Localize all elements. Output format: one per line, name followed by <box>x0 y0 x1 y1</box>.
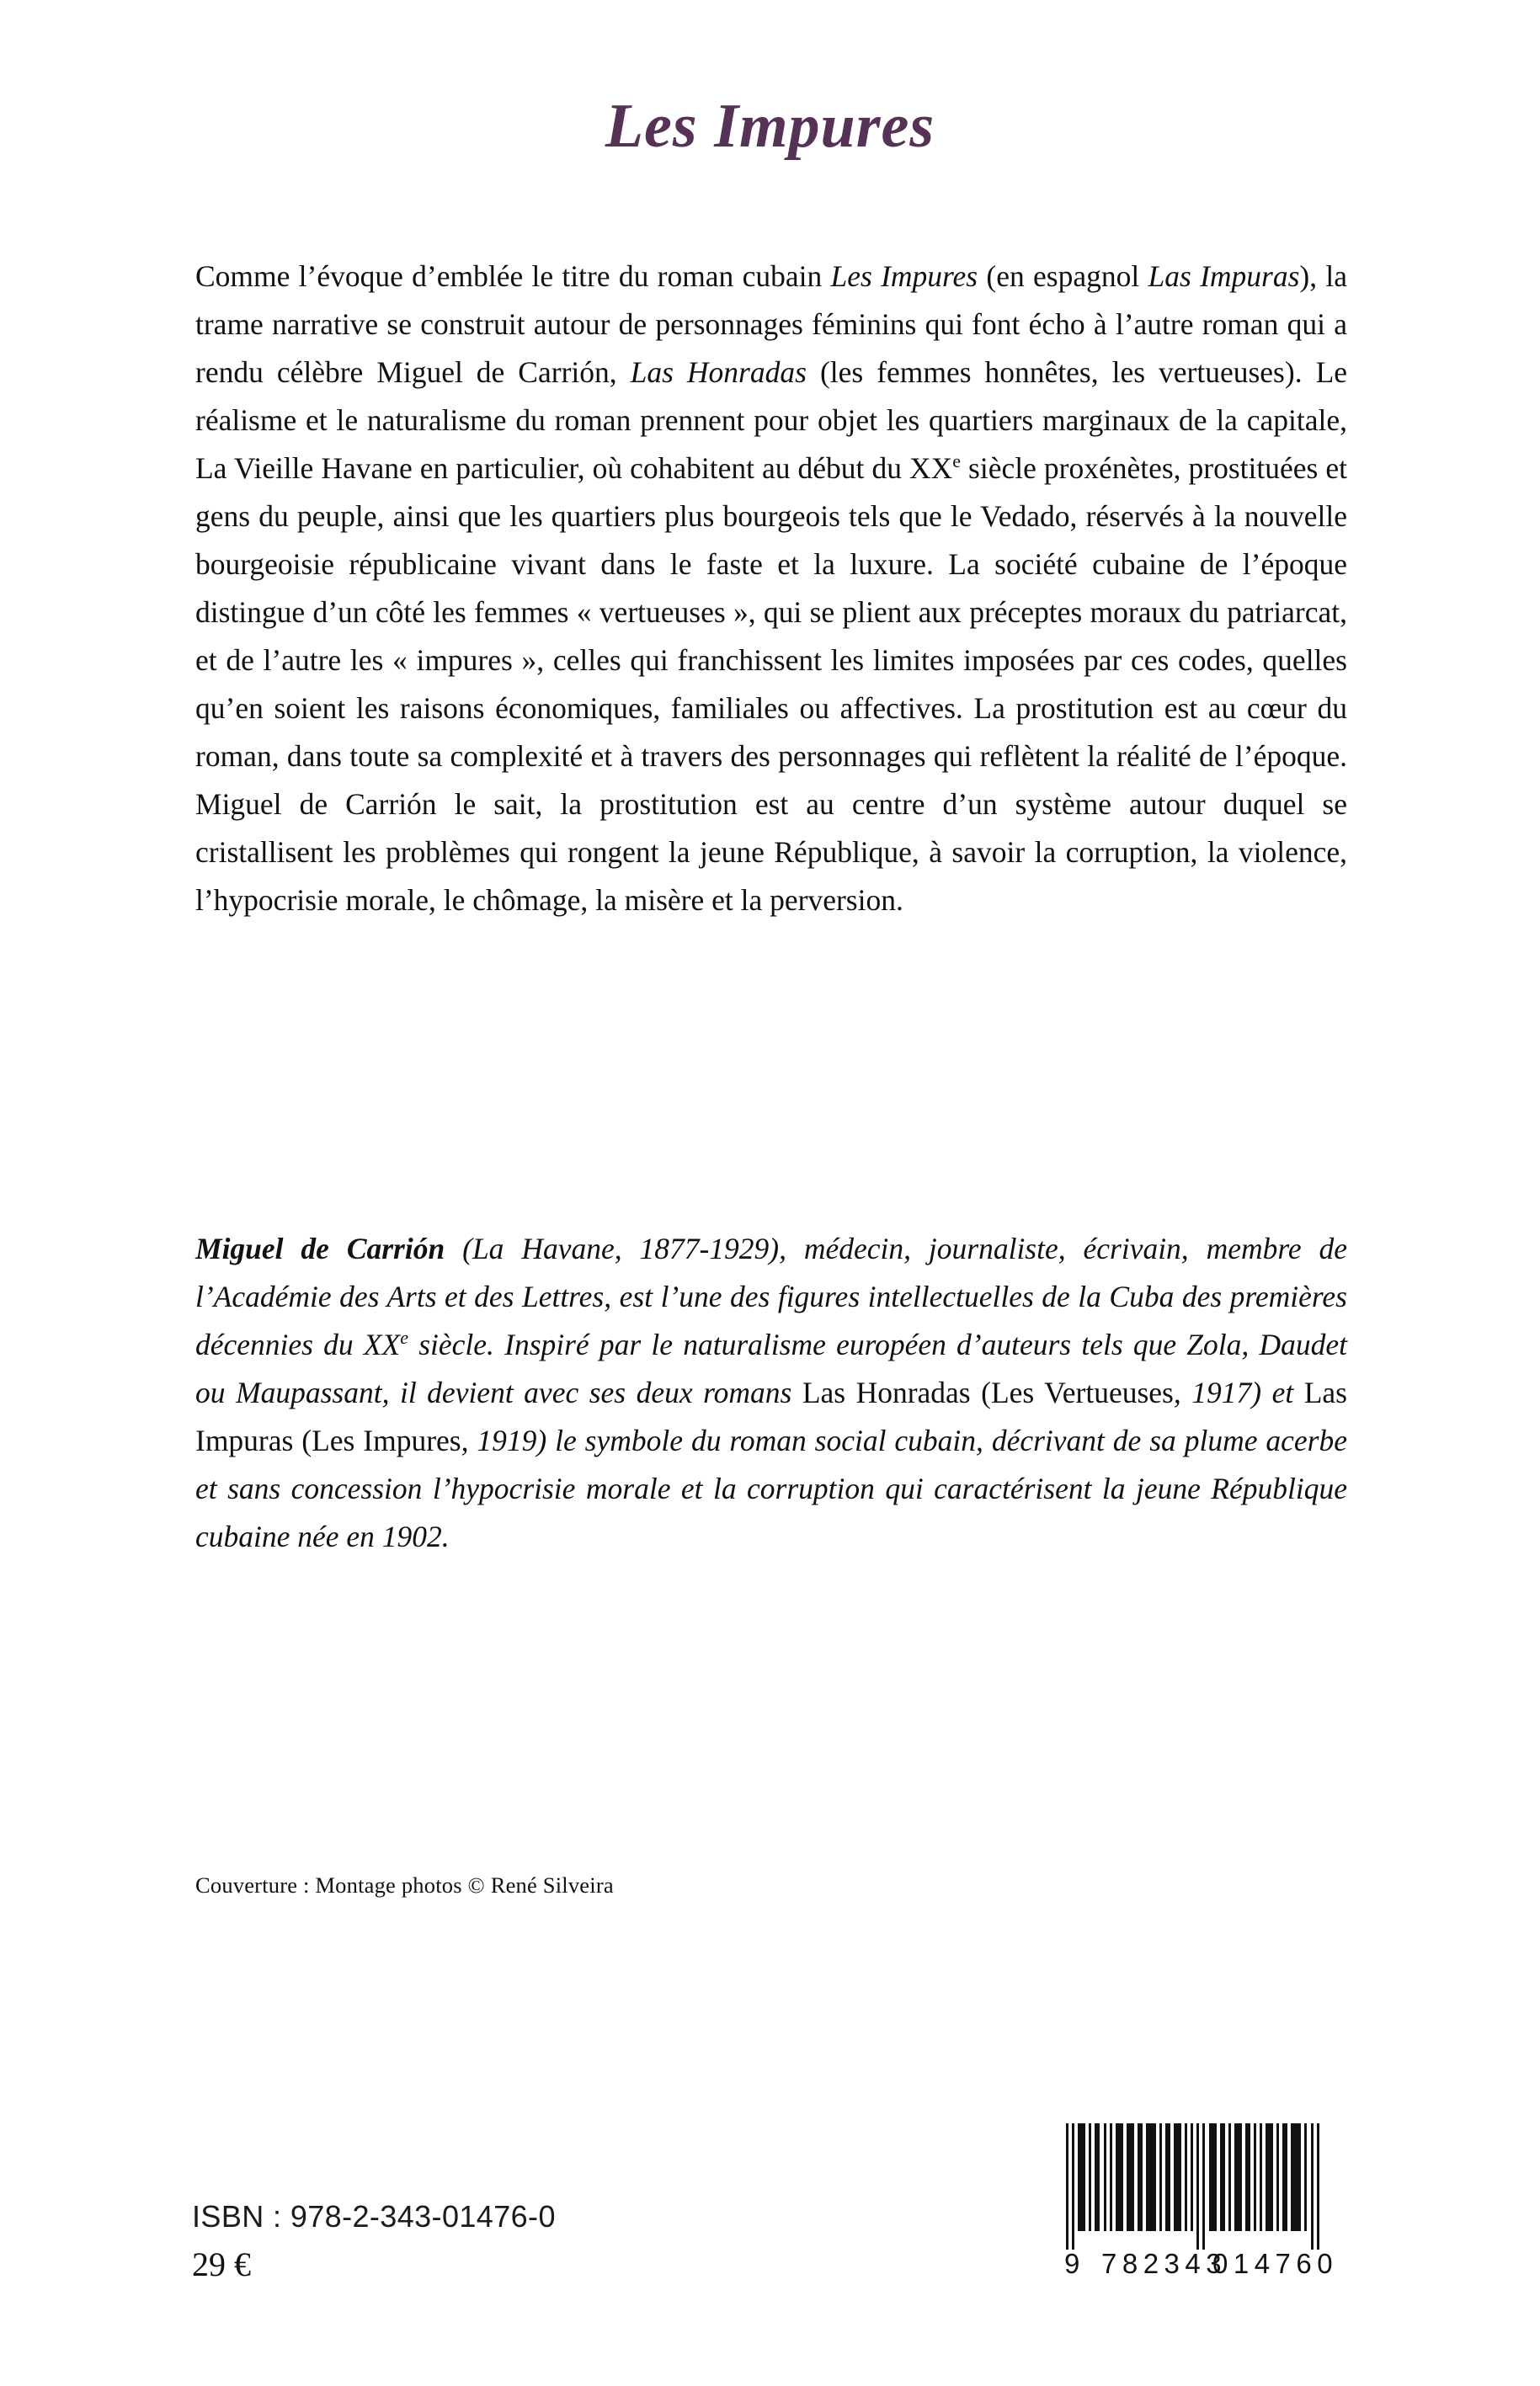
barcode-lead-digit: 9 <box>1064 2248 1081 2279</box>
price-text: 29 € <box>192 2245 251 2283</box>
isbn-price-block <box>192 2199 781 2284</box>
synopsis-text-d: (les femmes honnêtes, les vertueuses). Le réalisme et le naturalisme du roman prennent pour objet les quartiers marginaux de la capitale, La Vieille Havane en particulier, où cohabitent au début du XX <box>195 355 1348 485</box>
bio-text-b: siècle. Inspiré par le naturalisme européen d’auteurs tels que Zola, Daudet ou Maupassant, il devient avec ses deux romans <box>195 1328 1348 1409</box>
synopsis-title-las-impuras: Las Impuras <box>1148 259 1300 293</box>
synopsis-text-b: (en espagnol <box>978 259 1148 293</box>
ordinal-suffix-icon: e <box>400 1327 409 1349</box>
bio-text-d: , 1919) le symbole du roman social cubain, décrivant de sa plume acerbe et sans concession l’hypocrisie morale et la corruption qui caractérisent la jeune République cubaine née en 1902. <box>195 1424 1347 1553</box>
barcode-bars-icon <box>1063 2123 1332 2250</box>
synopsis-title-les-impures: Les Impures <box>830 259 978 293</box>
bio-text-c: , 1917) et <box>1173 1376 1304 1409</box>
cover-credit: Couverture : Montage photos © René Silveira <box>195 1872 614 1898</box>
synopsis-text-c: ), la trame narrative se construit autour de personnages féminins qui font écho à l’autre roman qui a rendu célèbre Miguel de Carrión, <box>195 259 1348 389</box>
ordinal-suffix-icon: e <box>952 450 962 472</box>
ean13-barcode <box>1063 2123 1339 2280</box>
synopsis-title-las-honradas: Las Honradas <box>630 355 807 389</box>
bio-work-las-honradas: Las Honradas (Les Vertueuses <box>802 1376 1174 1409</box>
barcode-right-group: 014760 <box>1212 2248 1339 2279</box>
page-title: Les Impures <box>605 92 935 161</box>
synopsis-paragraph <box>195 253 1347 924</box>
barcode-digits <box>1063 2248 1339 2280</box>
barcode-left-group: 782343 <box>1101 2248 1228 2279</box>
synopsis-text-a: Comme l’évoque d’emblée le titre du roman cubain <box>195 259 831 293</box>
isbn-text: ISBN : 978-2-343-01476-0 <box>192 2199 556 2234</box>
bio-work-las-impuras: Las Impuras (Les Impures <box>195 1376 1347 1457</box>
author-bio-paragraph <box>195 1225 1347 1561</box>
synopsis-text-e: siècle proxénètes, prostituées et gens du peuple, ainsi que les quartiers plus bourgeois tels que le Vedado, réservés à la nouvelle bourgeoisie républicaine vivant dans le faste et la luxure. La société cubaine de l’époque distingue d’un côté les femmes « vertueuses », qui se plient aux préceptes moraux du patriarcat, et de l’autre les « impures », celles qui franchissent les limites imposées par ces codes, quelles qu’en soient les raisons économiques, familiales ou affectives. La prostitution est au cœur du roman, dans toute sa complexité et à travers des personnages qui reflètent la réalité de l’époque. Miguel de Carrión le sait, la prostitution est au centre d’un système autour duquel se cristallisent les problèmes qui rongent la jeune République, à savoir la corruption, la violence, l’hypocrisie morale, le chômage, la misère et la perversion. <box>195 451 1347 917</box>
bio-text-a: (La Havane, 1877-1929), médecin, journaliste, écrivain, membre de l’Académie des Arts et des Lettres, est l’une des figures intellectuelles de la Cuba des premières décennies du XX <box>195 1232 1347 1361</box>
author-name: Miguel de Carrión <box>195 1232 445 1265</box>
